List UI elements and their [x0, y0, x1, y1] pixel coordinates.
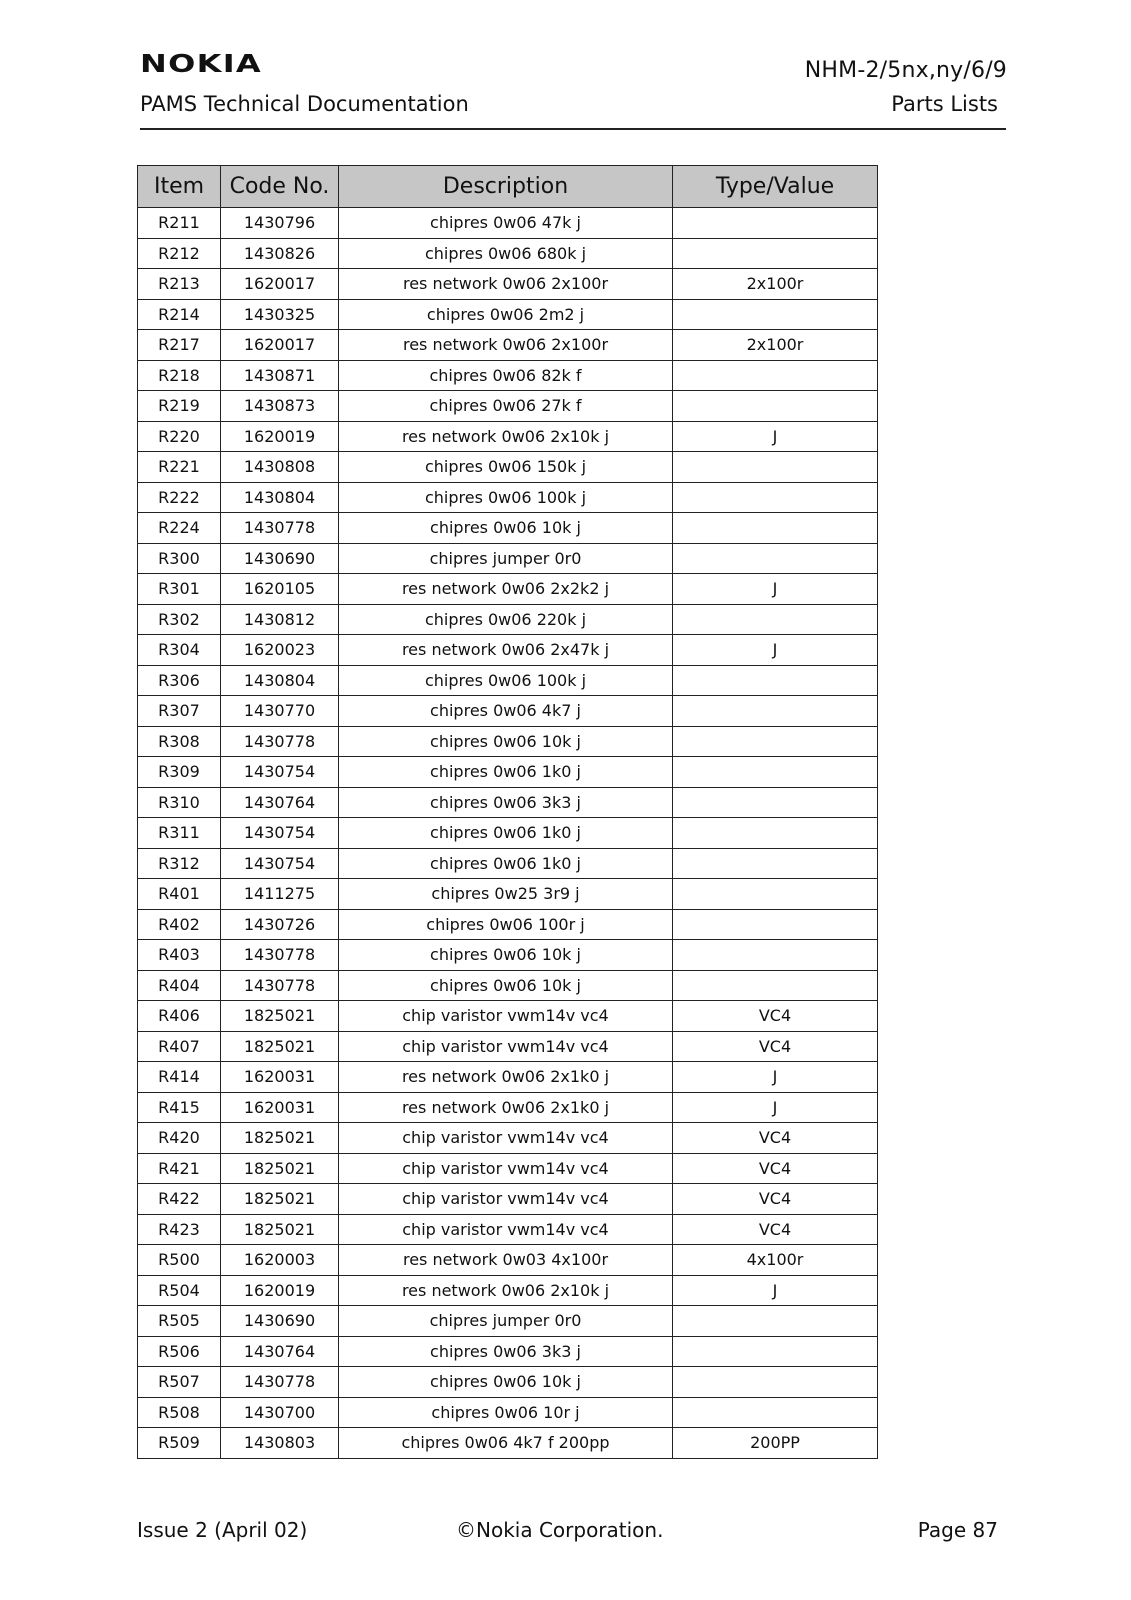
table-row [138, 726, 878, 757]
cell-item: R404 [138, 970, 221, 1001]
cell-type-value: J [673, 635, 878, 666]
cell-description: chipres 0w25 3r9 j [339, 879, 673, 910]
cell-code: 1430873 [221, 391, 339, 422]
cell-description: chip varistor vwm14v vc4 [339, 1031, 673, 1062]
cell-code: 1430778 [221, 970, 339, 1001]
cell-type-value [673, 970, 878, 1001]
cell-type-value: J [673, 421, 878, 452]
cell-type-value [673, 1306, 878, 1337]
footer-copyright: ©Nokia Corporation. [456, 1518, 664, 1542]
cell-type-value [673, 452, 878, 483]
cell-code: 1430778 [221, 513, 339, 544]
cell-code: 1430778 [221, 726, 339, 757]
cell-item: R505 [138, 1306, 221, 1337]
cell-description: res network 0w06 2x100r [339, 330, 673, 361]
cell-type-value [673, 1367, 878, 1398]
cell-type-value: 4x100r [673, 1245, 878, 1276]
cell-item: R300 [138, 543, 221, 574]
cell-item: R307 [138, 696, 221, 727]
cell-code: 1430796 [221, 208, 339, 239]
parts-table-body [138, 208, 878, 1459]
cell-description: chipres 0w06 2m2 j [339, 299, 673, 330]
cell-description: chipres 0w06 220k j [339, 604, 673, 635]
cell-code: 1825021 [221, 1001, 339, 1032]
cell-type-value: VC4 [673, 1184, 878, 1215]
cell-code: 1430754 [221, 848, 339, 879]
cell-code: 1620023 [221, 635, 339, 666]
cell-code: 1430804 [221, 665, 339, 696]
column-header-description: Description [339, 166, 673, 208]
cell-item: R415 [138, 1092, 221, 1123]
table-row [138, 1336, 878, 1367]
cell-description: res network 0w06 2x1k0 j [339, 1062, 673, 1093]
cell-description: chip varistor vwm14v vc4 [339, 1001, 673, 1032]
cell-item: R500 [138, 1245, 221, 1276]
cell-code: 1430826 [221, 238, 339, 269]
cell-code: 1430754 [221, 757, 339, 788]
cell-description: chipres jumper 0r0 [339, 1306, 673, 1337]
svg-text:NOKIA: NOKIA [140, 50, 262, 76]
cell-code: 1620019 [221, 421, 339, 452]
cell-code: 1620031 [221, 1062, 339, 1093]
cell-type-value: J [673, 1275, 878, 1306]
table-row [138, 787, 878, 818]
cell-code: 1620003 [221, 1245, 339, 1276]
cell-description: chipres 0w06 47k j [339, 208, 673, 239]
cell-description: chipres 0w06 10k j [339, 726, 673, 757]
cell-code: 1430803 [221, 1428, 339, 1459]
cell-type-value: VC4 [673, 1001, 878, 1032]
table-row [138, 1062, 878, 1093]
parts-table [137, 165, 878, 1459]
table-header-row [138, 166, 878, 208]
cell-type-value [673, 299, 878, 330]
cell-type-value: VC4 [673, 1153, 878, 1184]
table-row [138, 452, 878, 483]
cell-item: R402 [138, 909, 221, 940]
cell-item: R309 [138, 757, 221, 788]
table-row [138, 1275, 878, 1306]
cell-item: R217 [138, 330, 221, 361]
cell-item: R407 [138, 1031, 221, 1062]
column-header-item: Item [138, 166, 221, 208]
cell-code: 1430690 [221, 543, 339, 574]
cell-code: 1430808 [221, 452, 339, 483]
cell-code: 1825021 [221, 1123, 339, 1154]
cell-item: R310 [138, 787, 221, 818]
cell-type-value [673, 696, 878, 727]
cell-description: chipres 0w06 1k0 j [339, 848, 673, 879]
cell-item: R508 [138, 1397, 221, 1428]
column-header-type-value: Type/Value [673, 166, 878, 208]
cell-item: R311 [138, 818, 221, 849]
cell-type-value [673, 604, 878, 635]
cell-description: chipres 0w06 100k j [339, 482, 673, 513]
cell-description: res network 0w03 4x100r [339, 1245, 673, 1276]
cell-description: chipres 0w06 150k j [339, 452, 673, 483]
table-row [138, 574, 878, 605]
cell-type-value [673, 360, 878, 391]
cell-type-value [673, 1397, 878, 1428]
cell-item: R301 [138, 574, 221, 605]
cell-code: 1430726 [221, 909, 339, 940]
cell-type-value [673, 513, 878, 544]
table-row [138, 1184, 878, 1215]
table-row [138, 1397, 878, 1428]
cell-code: 1825021 [221, 1184, 339, 1215]
cell-code: 1430770 [221, 696, 339, 727]
table-row [138, 1001, 878, 1032]
cell-description: chip varistor vwm14v vc4 [339, 1153, 673, 1184]
cell-code: 1620031 [221, 1092, 339, 1123]
cell-code: 1430700 [221, 1397, 339, 1428]
table-row [138, 1153, 878, 1184]
cell-type-value [673, 208, 878, 239]
table-row [138, 604, 878, 635]
footer-page-number: Page 87 [917, 1518, 998, 1542]
cell-description: chip varistor vwm14v vc4 [339, 1214, 673, 1245]
cell-code: 1430325 [221, 299, 339, 330]
cell-item: R401 [138, 879, 221, 910]
table-row [138, 665, 878, 696]
cell-item: R221 [138, 452, 221, 483]
cell-type-value: 2x100r [673, 269, 878, 300]
cell-code: 1620019 [221, 1275, 339, 1306]
table-row [138, 696, 878, 727]
cell-item: R420 [138, 1123, 221, 1154]
table-row [138, 1245, 878, 1276]
cell-item: R504 [138, 1275, 221, 1306]
cell-code: 1825021 [221, 1153, 339, 1184]
cell-code: 1430754 [221, 818, 339, 849]
cell-item: R506 [138, 1336, 221, 1367]
cell-type-value: VC4 [673, 1214, 878, 1245]
table-row [138, 635, 878, 666]
table-row [138, 543, 878, 574]
cell-type-value: J [673, 574, 878, 605]
cell-item: R421 [138, 1153, 221, 1184]
cell-type-value [673, 391, 878, 422]
cell-item: R306 [138, 665, 221, 696]
cell-description: chipres 0w06 27k f [339, 391, 673, 422]
table-row [138, 269, 878, 300]
table-row [138, 421, 878, 452]
cell-code: 1430778 [221, 1367, 339, 1398]
cell-item: R211 [138, 208, 221, 239]
table-row [138, 513, 878, 544]
cell-type-value [673, 238, 878, 269]
cell-description: chipres jumper 0r0 [339, 543, 673, 574]
cell-description: chipres 0w06 82k f [339, 360, 673, 391]
cell-code: 1620105 [221, 574, 339, 605]
cell-description: chipres 0w06 10k j [339, 940, 673, 971]
cell-item: R219 [138, 391, 221, 422]
table-row [138, 1031, 878, 1062]
cell-description: chipres 0w06 4k7 f 200pp [339, 1428, 673, 1459]
cell-description: res network 0w06 2x100r [339, 269, 673, 300]
table-row [138, 208, 878, 239]
cell-item: R422 [138, 1184, 221, 1215]
cell-description: chipres 0w06 680k j [339, 238, 673, 269]
cell-type-value: J [673, 1062, 878, 1093]
cell-code: 1430764 [221, 1336, 339, 1367]
cell-item: R218 [138, 360, 221, 391]
cell-item: R312 [138, 848, 221, 879]
table-row [138, 1306, 878, 1337]
cell-item: R213 [138, 269, 221, 300]
cell-description: res network 0w06 2x2k2 j [339, 574, 673, 605]
cell-item: R414 [138, 1062, 221, 1093]
cell-item: R308 [138, 726, 221, 757]
cell-type-value: VC4 [673, 1031, 878, 1062]
table-row [138, 238, 878, 269]
cell-type-value [673, 787, 878, 818]
cell-code: 1430778 [221, 940, 339, 971]
cell-type-value [673, 1336, 878, 1367]
table-row [138, 482, 878, 513]
table-row [138, 909, 878, 940]
cell-code: 1825021 [221, 1031, 339, 1062]
cell-item: R304 [138, 635, 221, 666]
footer-issue: Issue 2 (April 02) [137, 1518, 308, 1542]
cell-item: R302 [138, 604, 221, 635]
table-row [138, 1214, 878, 1245]
table-row [138, 1092, 878, 1123]
nokia-logo [140, 50, 264, 76]
cell-type-value: 200PP [673, 1428, 878, 1459]
cell-type-value [673, 543, 878, 574]
cell-description: chipres 0w06 3k3 j [339, 1336, 673, 1367]
cell-description: res network 0w06 2x1k0 j [339, 1092, 673, 1123]
table-row [138, 757, 878, 788]
cell-code: 1430764 [221, 787, 339, 818]
table-row [138, 1123, 878, 1154]
column-header-code: Code No. [221, 166, 339, 208]
cell-item: R220 [138, 421, 221, 452]
cell-item: R507 [138, 1367, 221, 1398]
cell-item: R214 [138, 299, 221, 330]
cell-type-value [673, 757, 878, 788]
cell-code: 1620017 [221, 330, 339, 361]
cell-code: 1430690 [221, 1306, 339, 1337]
cell-description: chipres 0w06 10k j [339, 970, 673, 1001]
table-row [138, 360, 878, 391]
section-title: Parts Lists [891, 92, 998, 116]
cell-description: res network 0w06 2x10k j [339, 421, 673, 452]
cell-item: R212 [138, 238, 221, 269]
table-row [138, 970, 878, 1001]
table-row [138, 940, 878, 971]
cell-type-value [673, 848, 878, 879]
cell-code: 1825021 [221, 1214, 339, 1245]
cell-type-value [673, 482, 878, 513]
document-title: PAMS Technical Documentation [140, 92, 469, 116]
table-row [138, 818, 878, 849]
cell-code: 1430804 [221, 482, 339, 513]
cell-item: R406 [138, 1001, 221, 1032]
cell-type-value [673, 879, 878, 910]
cell-description: chip varistor vwm14v vc4 [339, 1123, 673, 1154]
cell-description: chipres 0w06 10k j [339, 513, 673, 544]
cell-description: chipres 0w06 4k7 j [339, 696, 673, 727]
cell-description: res network 0w06 2x10k j [339, 1275, 673, 1306]
cell-code: 1620017 [221, 269, 339, 300]
cell-item: R224 [138, 513, 221, 544]
table-row [138, 330, 878, 361]
cell-code: 1411275 [221, 879, 339, 910]
cell-description: chipres 0w06 1k0 j [339, 818, 673, 849]
cell-description: chipres 0w06 100r j [339, 909, 673, 940]
cell-type-value [673, 818, 878, 849]
table-row [138, 879, 878, 910]
cell-type-value [673, 726, 878, 757]
cell-item: R403 [138, 940, 221, 971]
cell-description: chipres 0w06 10r j [339, 1397, 673, 1428]
cell-item: R222 [138, 482, 221, 513]
cell-item: R423 [138, 1214, 221, 1245]
cell-description: chipres 0w06 1k0 j [339, 757, 673, 788]
cell-type-value: J [673, 1092, 878, 1123]
table-row [138, 848, 878, 879]
table-row [138, 1428, 878, 1459]
cell-type-value [673, 665, 878, 696]
cell-description: res network 0w06 2x47k j [339, 635, 673, 666]
table-row [138, 1367, 878, 1398]
table-row [138, 299, 878, 330]
cell-type-value [673, 940, 878, 971]
cell-code: 1430871 [221, 360, 339, 391]
document-code: NHM-2/5nx,ny/6/9 [804, 58, 1007, 83]
cell-description: chipres 0w06 10k j [339, 1367, 673, 1398]
table-row [138, 391, 878, 422]
cell-description: chipres 0w06 3k3 j [339, 787, 673, 818]
cell-type-value: 2x100r [673, 330, 878, 361]
cell-description: chip varistor vwm14v vc4 [339, 1184, 673, 1215]
header-divider [140, 128, 1006, 130]
cell-type-value: VC4 [673, 1123, 878, 1154]
cell-code: 1430812 [221, 604, 339, 635]
cell-item: R509 [138, 1428, 221, 1459]
cell-type-value [673, 909, 878, 940]
cell-description: chipres 0w06 100k j [339, 665, 673, 696]
